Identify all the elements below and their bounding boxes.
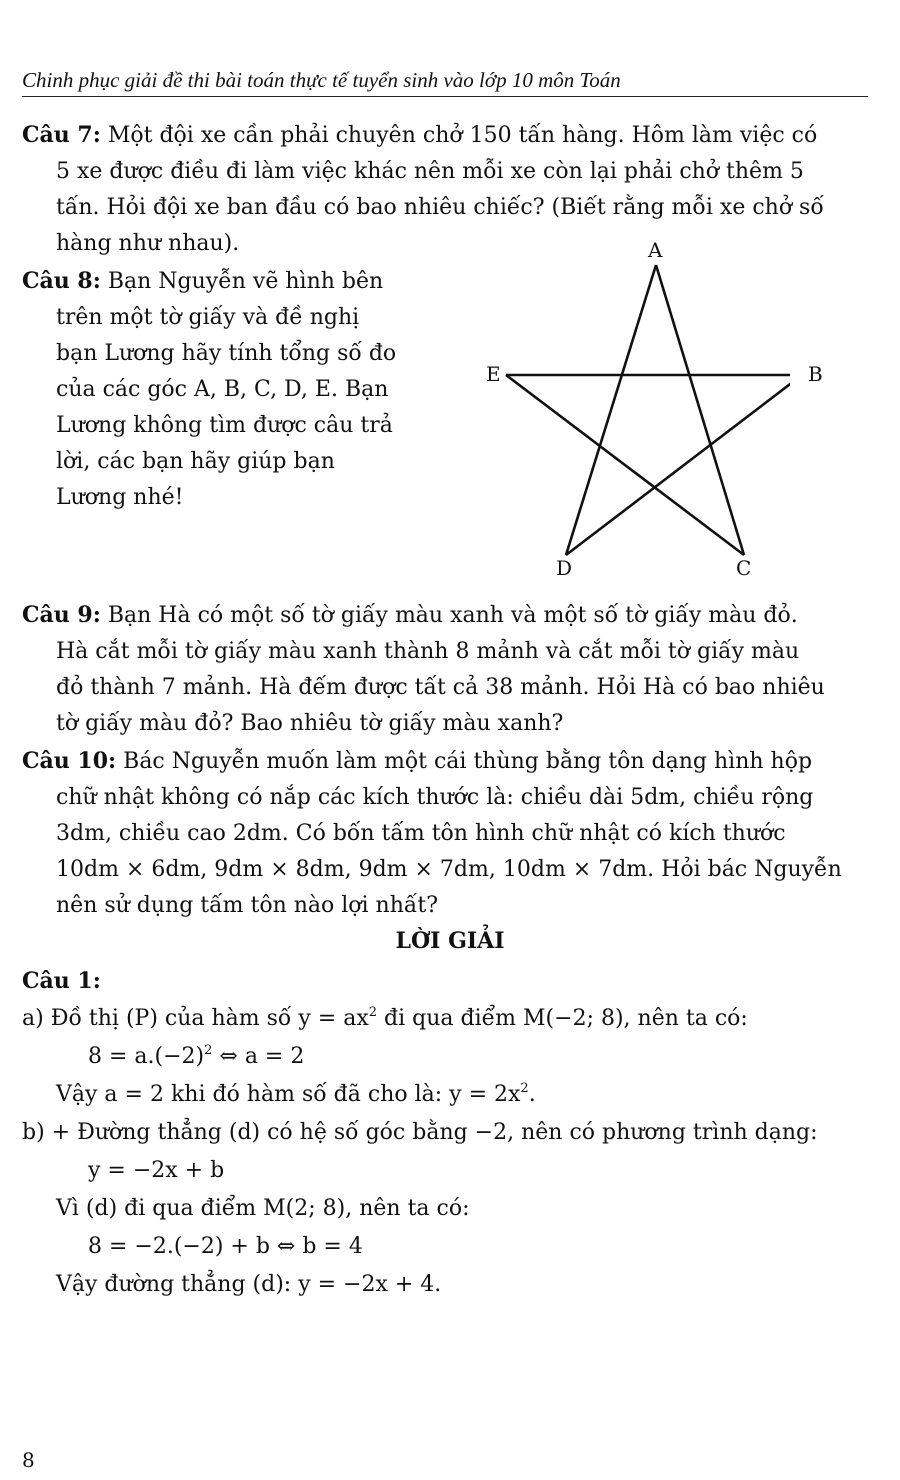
question-8-line-1: Bạn Nguyễn vẽ hình bên [100, 269, 384, 294]
question-9-line-3: đỏ thành 7 mảnh. Hà đếm được tất cả 38 mảnh. Hỏi Hà có bao nhiêu [56, 675, 825, 700]
vertex-label-d: D [556, 556, 573, 580]
question-8-line-3: bạn Lương hãy tính tổng số đo [56, 341, 397, 366]
question-7-line-4: hàng như nhau). [56, 231, 240, 256]
solution-b-line-2: Vì (d) đi qua điểm M(2; 8), nên ta có: [56, 1196, 470, 1221]
solution-cau-1-label: Câu 1: [22, 968, 101, 994]
question-10-line-1: Bác Nguyễn muốn làm một cái thùng bằng tôn dạng hình hộp [116, 749, 813, 774]
solution-title: LỜI GIẢI [395, 928, 505, 954]
question-8-line-7: Lương nhé! [56, 485, 184, 510]
vertex-label-c: C [736, 556, 752, 580]
solution-a-equation: $8 = a.(-2)^2$ ⇔ a = 2 [88, 1043, 305, 1069]
solution-b-equation-1: y = −2x + b [88, 1158, 225, 1183]
question-9-label: Câu 9: [22, 602, 101, 628]
star-figure [470, 235, 790, 585]
solution-a-line-1: a) Đồ thị (P) của hàm số $y = ax^2$ đi qua điểm M(−2; 8), nên ta có: [22, 1005, 748, 1031]
vertex-label-b: B [808, 362, 823, 386]
question-7-line-1: Một đội xe cần phải chuyên chở 150 tấn hàng. Hôm làm việc có [100, 123, 818, 148]
question-10-line-4: 10dm × 6dm, 9dm × 8dm, 9dm × 7dm, 10dm × 7dm. Hỏi bác Nguyễn [56, 857, 842, 882]
question-9-line-2: Hà cắt mỗi tờ giấy màu xanh thành 8 mảnh và cắt mỗi tờ giấy màu [56, 639, 800, 664]
question-10-line-2: chữ nhật không có nắp các kích thước là: chiều dài 5dm, chiều rộng [56, 785, 814, 810]
question-8-label: Câu 8: [22, 268, 101, 294]
question-7-line-2: 5 xe được điều đi làm việc khác nên mỗi xe còn lại phải chở thêm 5 [56, 159, 804, 184]
running-header: Chinh phục giải đề thi bài toán thực tế tuyển sinh vào lớp 10 môn Toán [22, 68, 868, 97]
question-8-line-5: Lương không tìm được câu trả [56, 413, 393, 438]
solution-b-line-1: b) + Đường thẳng (d) có hệ số góc bằng −2, nên có phương trình dạng: [22, 1120, 818, 1145]
question-8-line-6: lời, các bạn hãy giúp bạn [56, 449, 335, 474]
segment-b-d [566, 375, 790, 555]
question-8-line-4: của các góc A, B, C, D, E. Bạn [56, 377, 389, 402]
question-7-label: Câu 7: [22, 122, 101, 148]
question-10-label: Câu 10: [22, 748, 117, 774]
vertex-label-a: A [648, 238, 663, 262]
segment-a-c [656, 265, 744, 555]
question-9-line-1: Bạn Hà có một số tờ giấy màu xanh và một số tờ giấy màu đỏ. [100, 603, 798, 628]
segment-a-d [566, 265, 656, 555]
segment-e-c [506, 375, 744, 555]
question-7-line-3: tấn. Hỏi đội xe ban đầu có bao nhiêu chiếc? (Biết rằng mỗi xe chở số [56, 195, 824, 220]
question-10-line-5: nên sử dụng tấm tôn nào lợi nhất? [56, 893, 439, 918]
page-number: 8 [22, 1448, 35, 1472]
solution-b-conclusion: Vậy đường thẳng (d): y = −2x + 4. [56, 1272, 442, 1297]
question-9-line-4: tờ giấy màu đỏ? Bao nhiêu tờ giấy màu xanh? [56, 711, 564, 736]
solution-a-conclusion: Vậy a = 2 khi đó hàm số đã cho là: $y = 2x^2$. [56, 1081, 536, 1107]
question-10-line-3: 3dm, chiều cao 2dm. Có bốn tấm tôn hình chữ nhật có kích thước [56, 821, 786, 846]
vertex-label-e: E [486, 362, 501, 386]
solution-b-equation-2: 8 = −2.(−2) + b ⇔ b = 4 [88, 1234, 363, 1259]
question-8-line-2: trên một tờ giấy và đề nghị [56, 305, 360, 330]
